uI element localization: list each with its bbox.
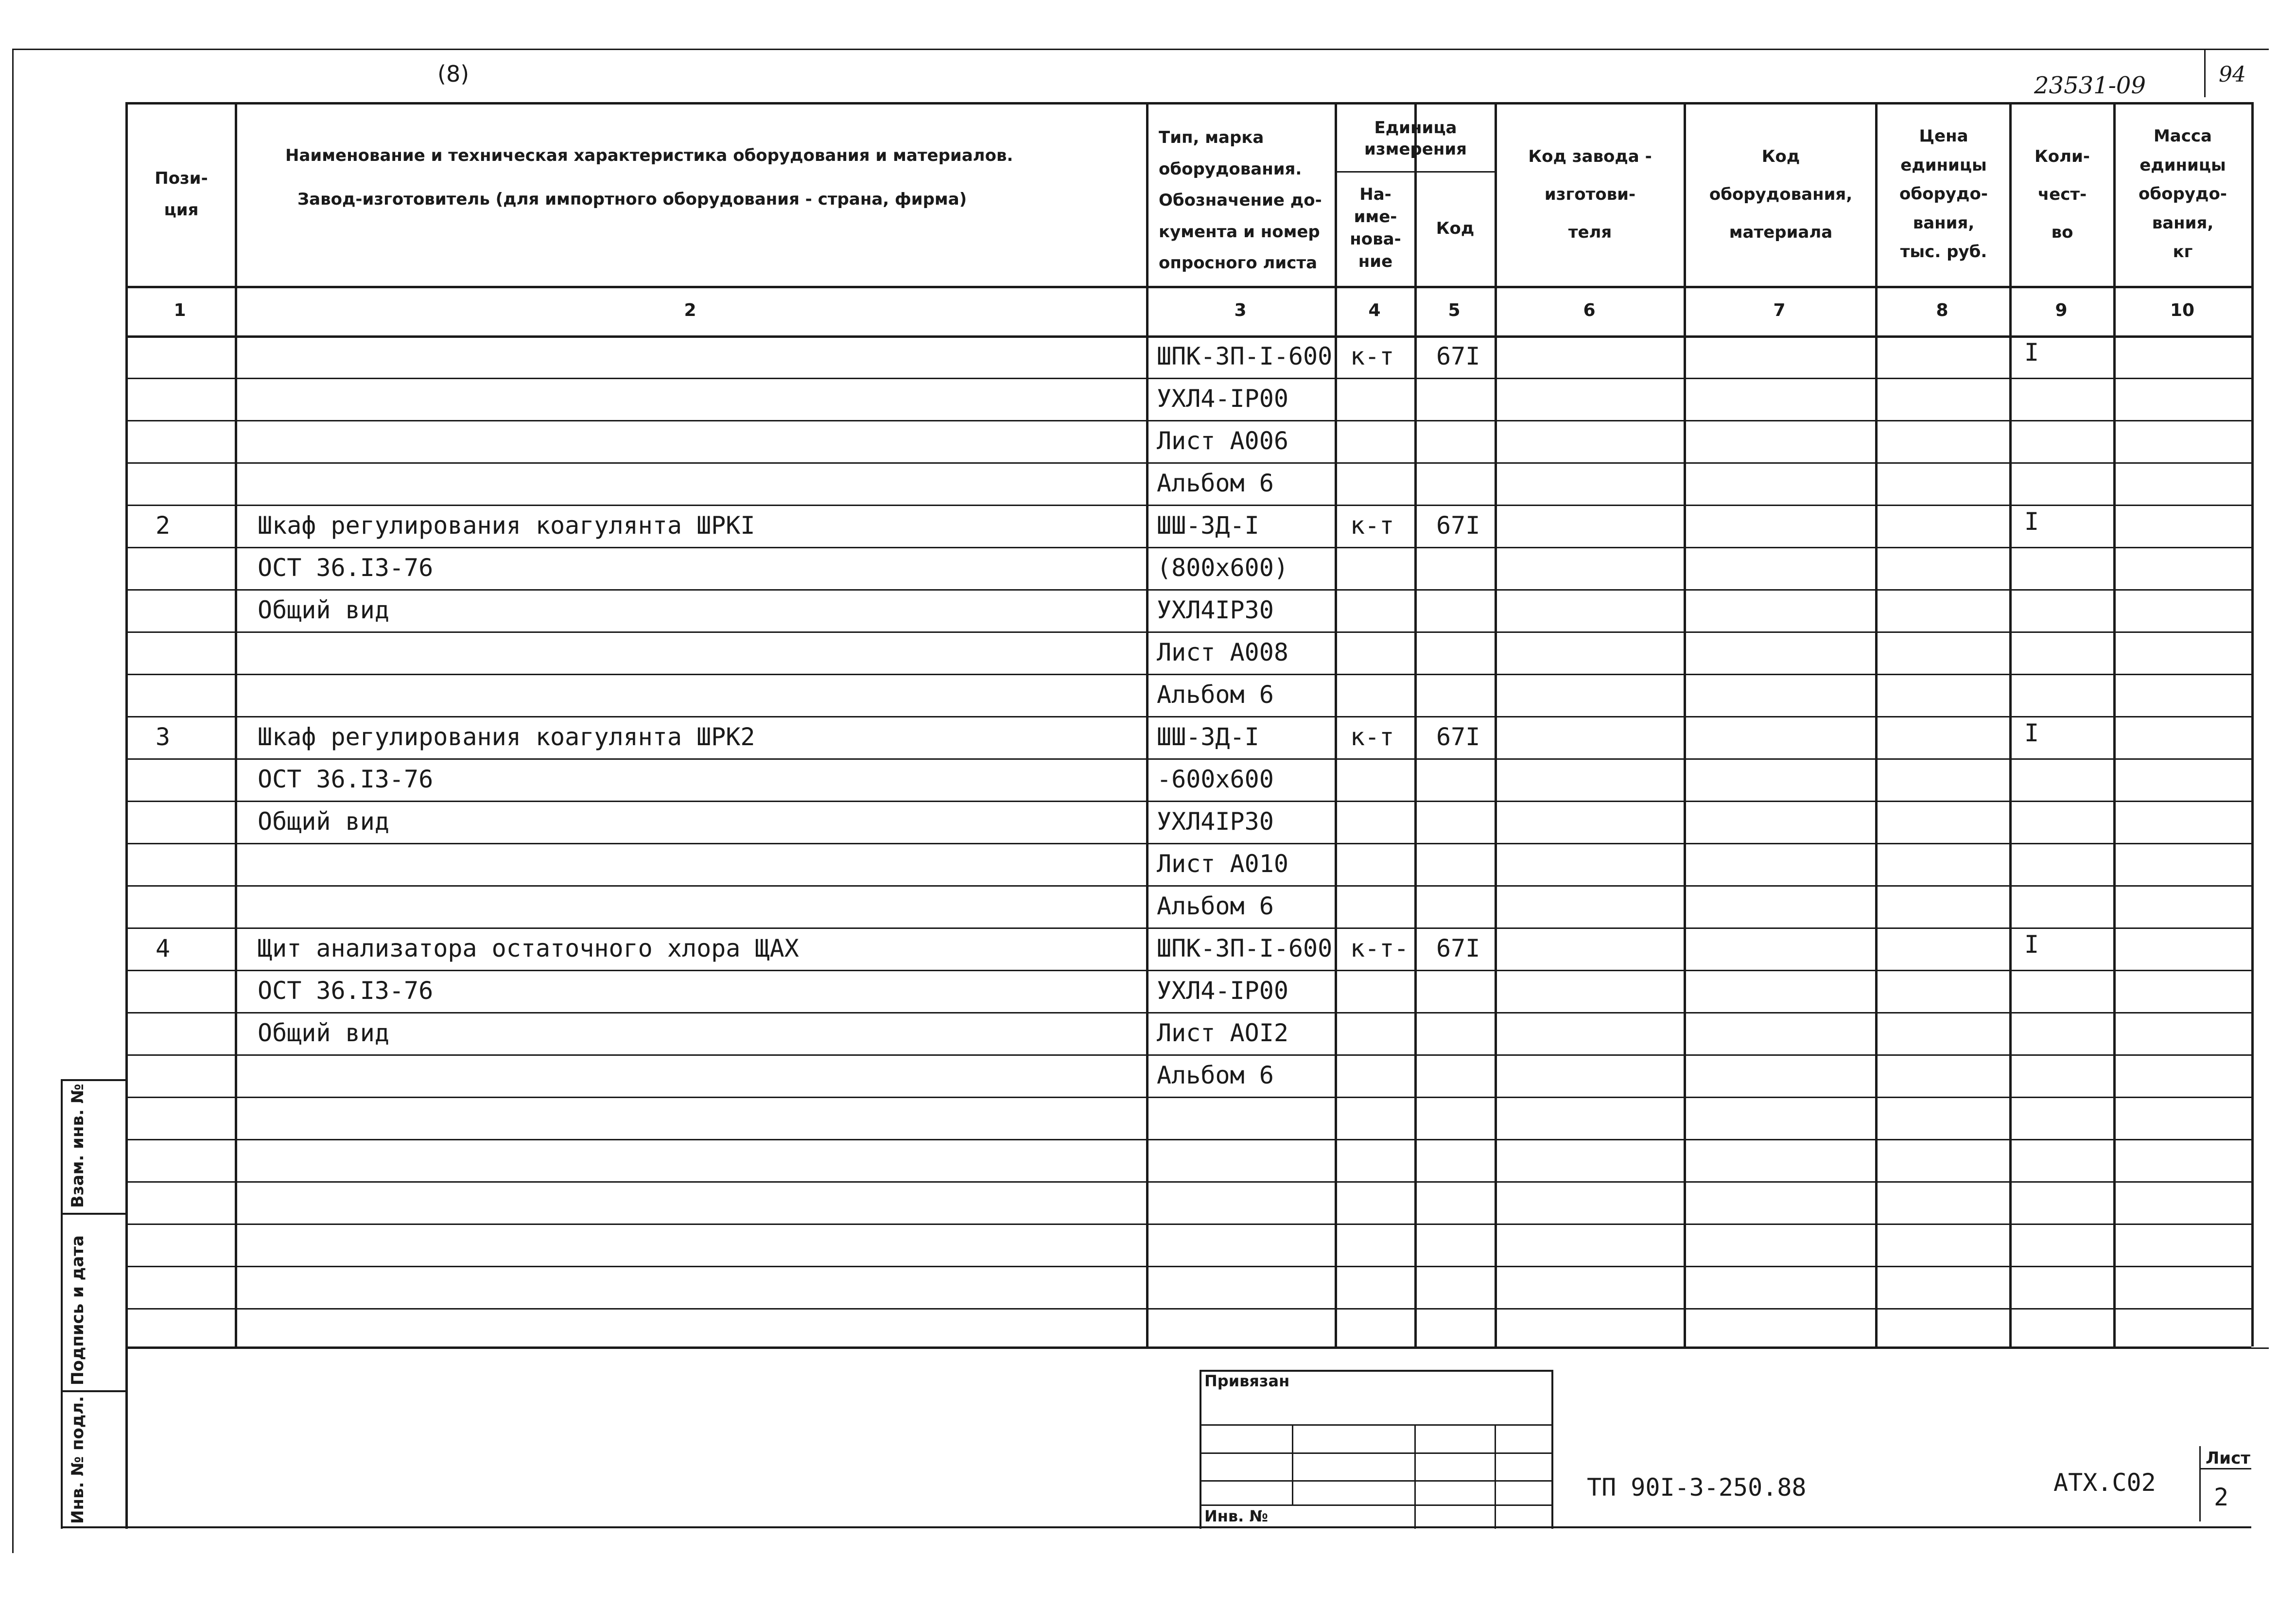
row-type: ШПК-3П-I-600 [1157, 934, 1333, 962]
header-equipment-code: Код оборудования, материала [1709, 146, 1853, 243]
table-hline [125, 885, 2251, 887]
sheet-label: (8) [437, 61, 470, 87]
page-number: 94 [2219, 62, 2246, 87]
header-name [237, 146, 1146, 209]
table-hline [125, 462, 2251, 464]
table-vline [1414, 1424, 1416, 1529]
table-hline [125, 547, 2251, 548]
row-unit-code: 67I [1436, 723, 1480, 751]
row-type: Лист А010 [1157, 850, 1288, 878]
stamp-inv-no: Инв. № [1204, 1507, 1268, 1525]
table-hline [61, 1526, 2251, 1528]
row-type: Альбом 6 [1157, 469, 1274, 497]
table-vline [1495, 1424, 1496, 1529]
table-hline [125, 378, 2251, 379]
stamp-sheet-label: Лист [2206, 1449, 2250, 1468]
row-type: УХЛ4IP30 [1157, 596, 1274, 624]
table-vline [2251, 102, 2254, 1346]
table-vline [1551, 1370, 1553, 1529]
table-hline [125, 505, 2251, 506]
table-vline [12, 49, 14, 1553]
table-hline [125, 589, 2251, 591]
stamp-privyazan: Привязан [1204, 1372, 1290, 1390]
row-type: Альбом 6 [1157, 1061, 1274, 1089]
side-label-vzam: Взам. инв. № [68, 1084, 87, 1208]
column-number: 10 [2170, 300, 2195, 320]
table-hline [125, 927, 2251, 929]
header-name-line2: Завод-изготовитель (для импортного оборудования - страна, фирма) [297, 190, 967, 209]
table-vline [1292, 1424, 1293, 1504]
table-hline [125, 1139, 2251, 1140]
header-name-line1: Наименование и техническая характеристика оборудования и материалов. [285, 146, 1013, 165]
table-hline [125, 970, 2251, 971]
table-hline [125, 1097, 2251, 1098]
header-unit-group: Единица измерения [1364, 118, 1467, 159]
table-hline [125, 1346, 2251, 1349]
side-label-inv-podl: Инв. № подл. [68, 1396, 87, 1524]
table-hline [1200, 1480, 1551, 1482]
row-position: 3 [156, 723, 171, 751]
row-type: Лист АОI2 [1157, 1019, 1288, 1047]
row-unit-code: 67I [1436, 934, 1480, 962]
table-hline [2199, 1468, 2251, 1469]
row-unit: к-т [1350, 511, 1394, 540]
header-mass: Масса единицы оборудо- вания, кг [2139, 126, 2227, 262]
table-hline [125, 1308, 2251, 1310]
table-vline [1414, 102, 1417, 1346]
header-price: Цена единицы оборудо- вания, тыс. руб. [1899, 126, 1988, 262]
table-hline [125, 758, 2251, 760]
table-hline [125, 286, 2251, 288]
column-number: 9 [2055, 300, 2068, 320]
row-type: Лист А008 [1157, 638, 1288, 666]
header-type: Тип, марка оборудования. Обозначение до- кумента и номер опросного листа [1159, 128, 1322, 273]
table-hline [125, 843, 2251, 844]
header-plant-code: Код завода - изготови- теля [1528, 146, 1652, 243]
table-vline [1495, 102, 1497, 1346]
row-type: (800x600) [1157, 554, 1288, 582]
table-hline [125, 1223, 2251, 1225]
table-hline [61, 1213, 125, 1215]
table-vline [2009, 102, 2012, 1346]
table-hline [2251, 1347, 2269, 1349]
table-hline [12, 49, 2269, 50]
row-type: -600x600 [1157, 765, 1274, 793]
table-vline [1684, 102, 1686, 1346]
table-hline [1200, 1452, 1551, 1454]
row-name: Шкаф регулирования коагулянта ШРКI [258, 511, 755, 540]
row-type: ШШ-3Д-I [1157, 723, 1259, 751]
column-number: 2 [684, 300, 696, 320]
row-type: Лист А006 [1157, 427, 1288, 455]
row-position: 4 [156, 934, 171, 962]
table-vline [61, 1079, 63, 1529]
row-unit-code: 67I [1436, 511, 1480, 540]
row-type: УХЛ4IP30 [1157, 807, 1274, 836]
row-name: Общий вид [258, 807, 389, 836]
table-vline [235, 102, 237, 1346]
table-vline [2204, 49, 2206, 97]
row-name: Шкаф регулирования коагулянта ШРК2 [258, 723, 755, 751]
stamp-sheet-value: 2 [2214, 1483, 2229, 1511]
row-quantity: I [2024, 719, 2039, 747]
table-hline [1200, 1424, 1551, 1426]
stamp-doc-code: ТП 90I-3-250.88 [1587, 1473, 1807, 1502]
row-unit: к-т [1350, 342, 1394, 370]
archive-number: 23531-09 [2034, 72, 2146, 99]
table-hline [125, 1181, 2251, 1183]
row-name: ОСТ 36.I3-76 [258, 765, 434, 793]
table-vline [125, 102, 128, 1529]
column-number: 7 [1773, 300, 1786, 320]
table-hline [125, 631, 2251, 633]
table-hline [61, 1079, 125, 1081]
column-number: 4 [1368, 300, 1381, 320]
row-type: УХЛ4-IP00 [1157, 977, 1288, 1005]
header-position: Пози- ция [155, 169, 208, 220]
table-vline [1335, 102, 1337, 1346]
table-vline [2199, 1446, 2201, 1521]
row-unit-code: 67I [1436, 342, 1480, 370]
column-number: 8 [1936, 300, 1948, 320]
header-unit-name: На- име- нова- ние [1350, 185, 1401, 271]
row-position: 2 [156, 511, 171, 540]
table-hline [125, 335, 2251, 338]
side-label-podpis: Подпись и дата [68, 1235, 87, 1385]
row-quantity: I [2024, 507, 2039, 536]
table-hline [125, 801, 2251, 802]
row-unit: к-т [1350, 723, 1394, 751]
table-vline [2113, 102, 2116, 1346]
row-type: Альбом 6 [1157, 892, 1274, 920]
row-type: ШПК-3П-I-600 [1157, 342, 1333, 370]
column-number: 1 [174, 300, 186, 320]
row-name: ОСТ 36.I3-76 [258, 977, 434, 1005]
column-number: 6 [1583, 300, 1596, 320]
column-number: 3 [1234, 300, 1247, 320]
table-vline [1146, 102, 1148, 1346]
table-hline [125, 674, 2251, 675]
header-unit-code: Код [1436, 218, 1475, 238]
row-quantity: I [2024, 930, 2039, 959]
table-hline [125, 1012, 2251, 1014]
row-name: Общий вид [258, 596, 389, 624]
stamp-section: АТХ.С02 [2053, 1468, 2156, 1497]
table-hline [61, 1390, 125, 1392]
row-unit: к-т- [1350, 934, 1409, 962]
header-quantity: Коли- чест- во [2035, 146, 2090, 243]
row-type: Альбом 6 [1157, 681, 1274, 709]
row-type: УХЛ4-IP00 [1157, 385, 1288, 413]
row-name: Щит анализатора остаточного хлора ЩАХ [258, 934, 799, 962]
row-type: ШШ-3Д-I [1157, 511, 1259, 540]
row-name: Общий вид [258, 1019, 389, 1047]
table-hline [125, 1054, 2251, 1056]
table-hline [1200, 1504, 1551, 1506]
table-vline [1875, 102, 1878, 1346]
table-hline [125, 420, 2251, 421]
row-quantity: I [2024, 338, 2039, 367]
table-hline [125, 1266, 2251, 1267]
row-name: ОСТ 36.I3-76 [258, 554, 434, 582]
column-number: 5 [1448, 300, 1461, 320]
table-hline [125, 716, 2251, 717]
